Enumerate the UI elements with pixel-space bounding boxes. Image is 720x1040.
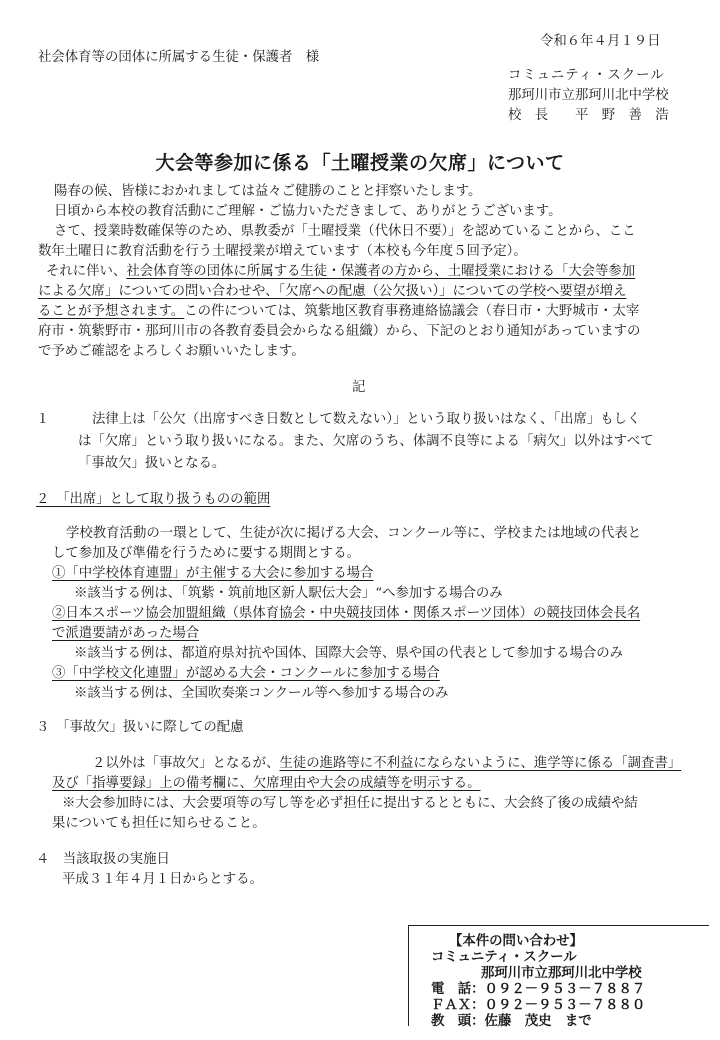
intro-line xyxy=(46,262,635,282)
section-line: 「事故欠」扱いとなる。 xyxy=(78,456,226,471)
section-heading: ４ 当該取扱の実施日 xyxy=(36,852,170,867)
section-line: 果についても担任に知らせること。 xyxy=(52,816,266,831)
contact-heading: 【本件の問い合わせ】 xyxy=(449,934,583,949)
intro-line: 数年土曜日に教育活動を行う土曜授業が増えています（本校も今年度５回予定）。 xyxy=(38,244,527,259)
section-heading: ２ 「出席」として取り扱うものの範囲 xyxy=(36,492,271,507)
sender-principal: 校 長 平 野 善 浩 xyxy=(508,108,669,123)
contact-fax: ＦＡＸ：０９２－９５３－７８８０ xyxy=(431,998,646,1013)
section-heading: ３ 「事故欠」扱いに際しての配慮 xyxy=(36,720,244,735)
intro-line: さて、授業時数確保等のため、県教委が「土曜授業（代休日不要）」を認めていることから、ここ xyxy=(54,224,636,239)
contact-org: コミュニティ・スクール xyxy=(431,950,577,965)
intro-text: この件については、筑紫地区教育事務連絡協議会（春日市・大野城市・太宰 xyxy=(184,304,640,319)
ki-heading: 記 xyxy=(352,380,366,395)
section-line: 学校教育活動の一環として、生徒が次に掲げる大会、コンクール等に、学校または地域の代表と xyxy=(66,526,641,541)
sender-org: コミュニティ・スクール xyxy=(508,68,665,83)
section-underlined-line: 及び「指導要録」上の備考欄に、欠席理由や大会の成績等を明示する。 xyxy=(52,776,481,791)
intro-text: それに伴い、 xyxy=(46,264,127,279)
document-title: 大会等参加に係る「土曜授業の欠席」について xyxy=(155,152,565,174)
section-line xyxy=(92,754,681,774)
sender-school: 那珂川市立那珂川北中学校 xyxy=(508,88,669,103)
section-line: は「欠席」という取り扱いになる。また、欠席のうち、体調不良等による「病欠」以外はすべて xyxy=(78,434,654,449)
section-line: 法律上は「公欠（出席すべき日数として数えない）」という取り扱いはなく、「出席」もしく xyxy=(92,412,641,427)
intro-line xyxy=(38,302,639,322)
section-line: 平成３１年４月１日からとする。 xyxy=(62,872,263,887)
contact-school: 那珂川市立那珂川北中学校 xyxy=(481,966,642,981)
intro-underlined-line: による欠席」についての問い合わせや、「欠席への配慮（公欠扱い）」についての学校へ要望が増え xyxy=(38,284,627,299)
section-underlined-text: 生徒の進路等に不利益にならないように、進学等に係る「調査書」 xyxy=(279,756,682,771)
list-item-3-note: ※該当する例は、全国吹奏楽コンクール等へ参加する場合のみ xyxy=(74,686,449,701)
contact-box xyxy=(408,925,709,1029)
intro-underlined-text: 社会体育等の団体に所属する生徒・保護者の方から、土曜授業における「大会等参加 xyxy=(126,264,636,279)
intro-line: 日頃から本校の教育活動にご理解・ご協力いただきまして、ありがとうございます。 xyxy=(54,204,562,219)
intro-line: 府市・筑紫野市・那珂川市の各教育委員会からなる組織）から、下記のとおり通知があっていますの xyxy=(38,324,641,339)
list-item-2: ②日本スポーツ協会加盟組織（県体育協会・中央競技団体・関係スポーツ団体）の競技団体会長名 xyxy=(52,606,641,621)
list-item-1-note: ※該当する例は、「筑紫・筑前地区新人駅伝大会」“へ参加する場合のみ xyxy=(74,586,503,601)
list-item-3: ③「中学校文化連盟」が認める大会・コンクールに参加する場合 xyxy=(52,666,440,681)
intro-line: で予めご確認をよろしくお願いいたします。 xyxy=(38,344,305,359)
contact-person: 教 頭：佐藤 茂史 まで xyxy=(431,1014,592,1029)
document-date: 令和６年４月１９日 xyxy=(540,34,661,49)
list-item-1: ①「中学校体育連盟」が主催する大会に参加する場合 xyxy=(52,566,374,581)
contact-tel: 電 話：０９２－９５３－７８８７ xyxy=(431,982,646,997)
section-line: ※大会参加時には、大会要項等の写し等を必ず担任に提出するとともに、大会終了後の成績や結 xyxy=(62,796,638,811)
list-item-2-note: ※該当する例は、都道府県対抗や国体、国際大会等、県や国の代表として参加する場合のみ xyxy=(74,646,624,661)
section-text: ２以外は「事故欠」となるが、 xyxy=(92,756,280,771)
list-item-2-cont: で派遣要請があった場合 xyxy=(52,626,200,641)
recipient-line: 社会体育等の団体に所属する生徒・保護者 様 xyxy=(38,50,320,65)
intro-line: 陽春の候、皆様におかれましては益々ご健勝のことと拝察いたします。 xyxy=(54,184,482,199)
intro-underlined-text: ることが予想されます。 xyxy=(38,304,185,319)
section-number: １ xyxy=(36,412,50,427)
section-line: して参加及び準備を行うために要する期間とする。 xyxy=(52,546,360,561)
